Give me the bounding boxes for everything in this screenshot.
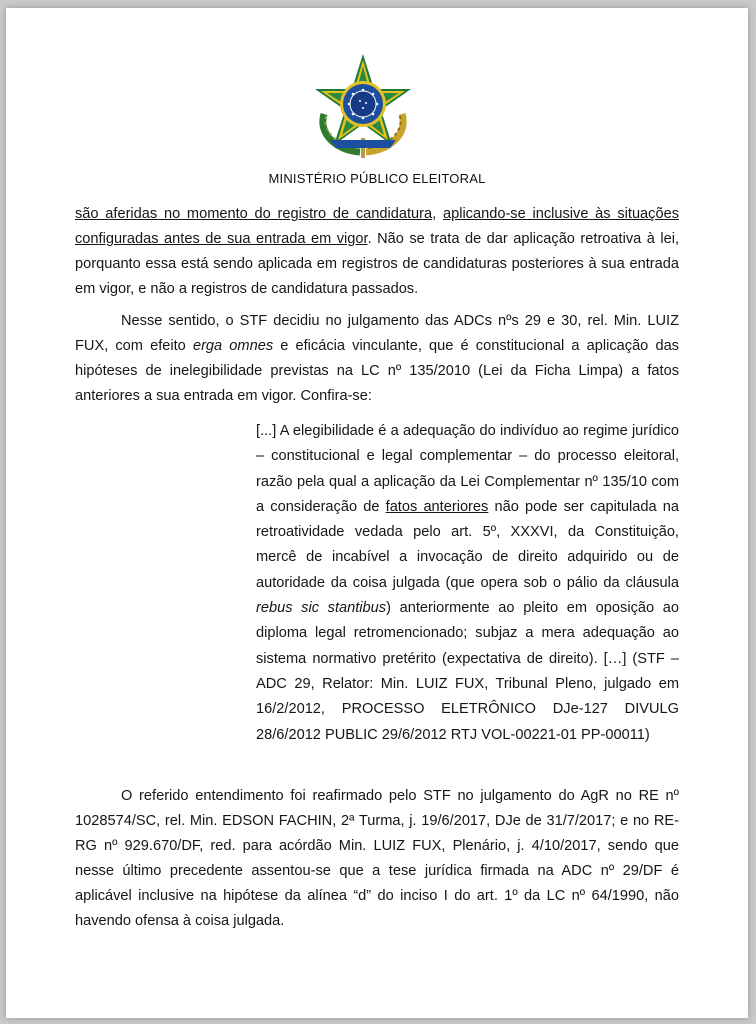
italic-text: erga omnes: [192, 338, 274, 354]
paragraph-continuation: [75, 202, 679, 302]
document-body: [75, 202, 679, 941]
italic-text: rebus sic stantibus: [256, 600, 387, 617]
document-page: [6, 8, 748, 1018]
text-span: ) anteriormente ao pleito em oposição ao diploma legal retromencionado; subjaz a mera adequação ao sistema normativo pretérito (expectativa de direito). […] (STF – ADC 29, Relator: Min. LUIZ FUX, Tribunal Pleno, julgado em 16/2/2012, PROCESSO ELETRÔNICO DJe-127 DIVULG 28/6/2012 PUBLIC 29/6/2012 RTJ VOL-00221-01 PP-00011): [256, 600, 679, 743]
underlined-text: aplicando-se inclusive às situações configuradas antes de sua entrada em vigor: [75, 206, 680, 247]
text-span: não pode ser capitulada na retroatividade vedada pelo art. 5º, XXXVI, da Constituição, mercê de incabível a invocação de direito adquirido ou de autoridade da coisa julgada (que opera sob o pálio da cláusula: [256, 498, 679, 591]
block-quote: [256, 419, 679, 748]
underlined-text: são aferidas no momento do registro de candidatura: [75, 206, 433, 222]
paragraph-reaffirmed: O referido entendimento foi reafirmado pelo STF no julgamento do AgR no RE nº 1028574/SC, rel. Min. EDSON FACHIN, 2ª Turma, j. 19/6/2017, DJe de 31/7/2017; e no RE-RG nº 929.670/DF, red. para acórdão Min. LUIZ FUX, Plenário, j. 4/10/2017, sendo que nesse último precedente assentou-se que a tese jurídica firmada na ADC nº 29/DF é aplicável inclusive na hipótese da alínea “d” do inciso I do art. 1º da LC nº 64/1990, não havendo ofensa à coisa julgada.: [75, 787, 679, 929]
text-span: . Não se trata de dar aplicação retroativa à lei, porquanto essa está sendo aplicada em registros de candidaturas posteriores à sua entrada em vigor, e não a registros de candidatura passados.: [75, 231, 679, 297]
text-span: Nesse sentido, o STF decidiu no julgamento das ADCs nºs 29 e 30, rel. Min. LUIZ FUX, com efeito: [75, 313, 679, 354]
spacer: [75, 748, 679, 784]
text-span: ,: [432, 206, 443, 222]
underlined-text: fatos anteriores: [385, 498, 489, 515]
text-span: [...] A elegibilidade é a adequação do indivíduo ao regime jurídico – constitucional e legal complementar – do processo eleitoral, razão pela qual a aplicação da Lei Complementar nº 135/10 com a consideração de: [256, 423, 679, 515]
paragraph-stf-decision: [75, 309, 679, 409]
brazil-coat-of-arms-icon: [310, 54, 416, 160]
text-span: e eficácia vinculante, que é constitucional a aplicação das hipóteses de inelegibilidade previstas na LC nº 135/2010 (Lei da Ficha Limpa) a fatos anteriores a sua entrada em vigor. Confira-se:: [75, 338, 679, 404]
institution-header: MINISTÉRIO PÚBLICO ELEITORAL: [268, 171, 486, 186]
